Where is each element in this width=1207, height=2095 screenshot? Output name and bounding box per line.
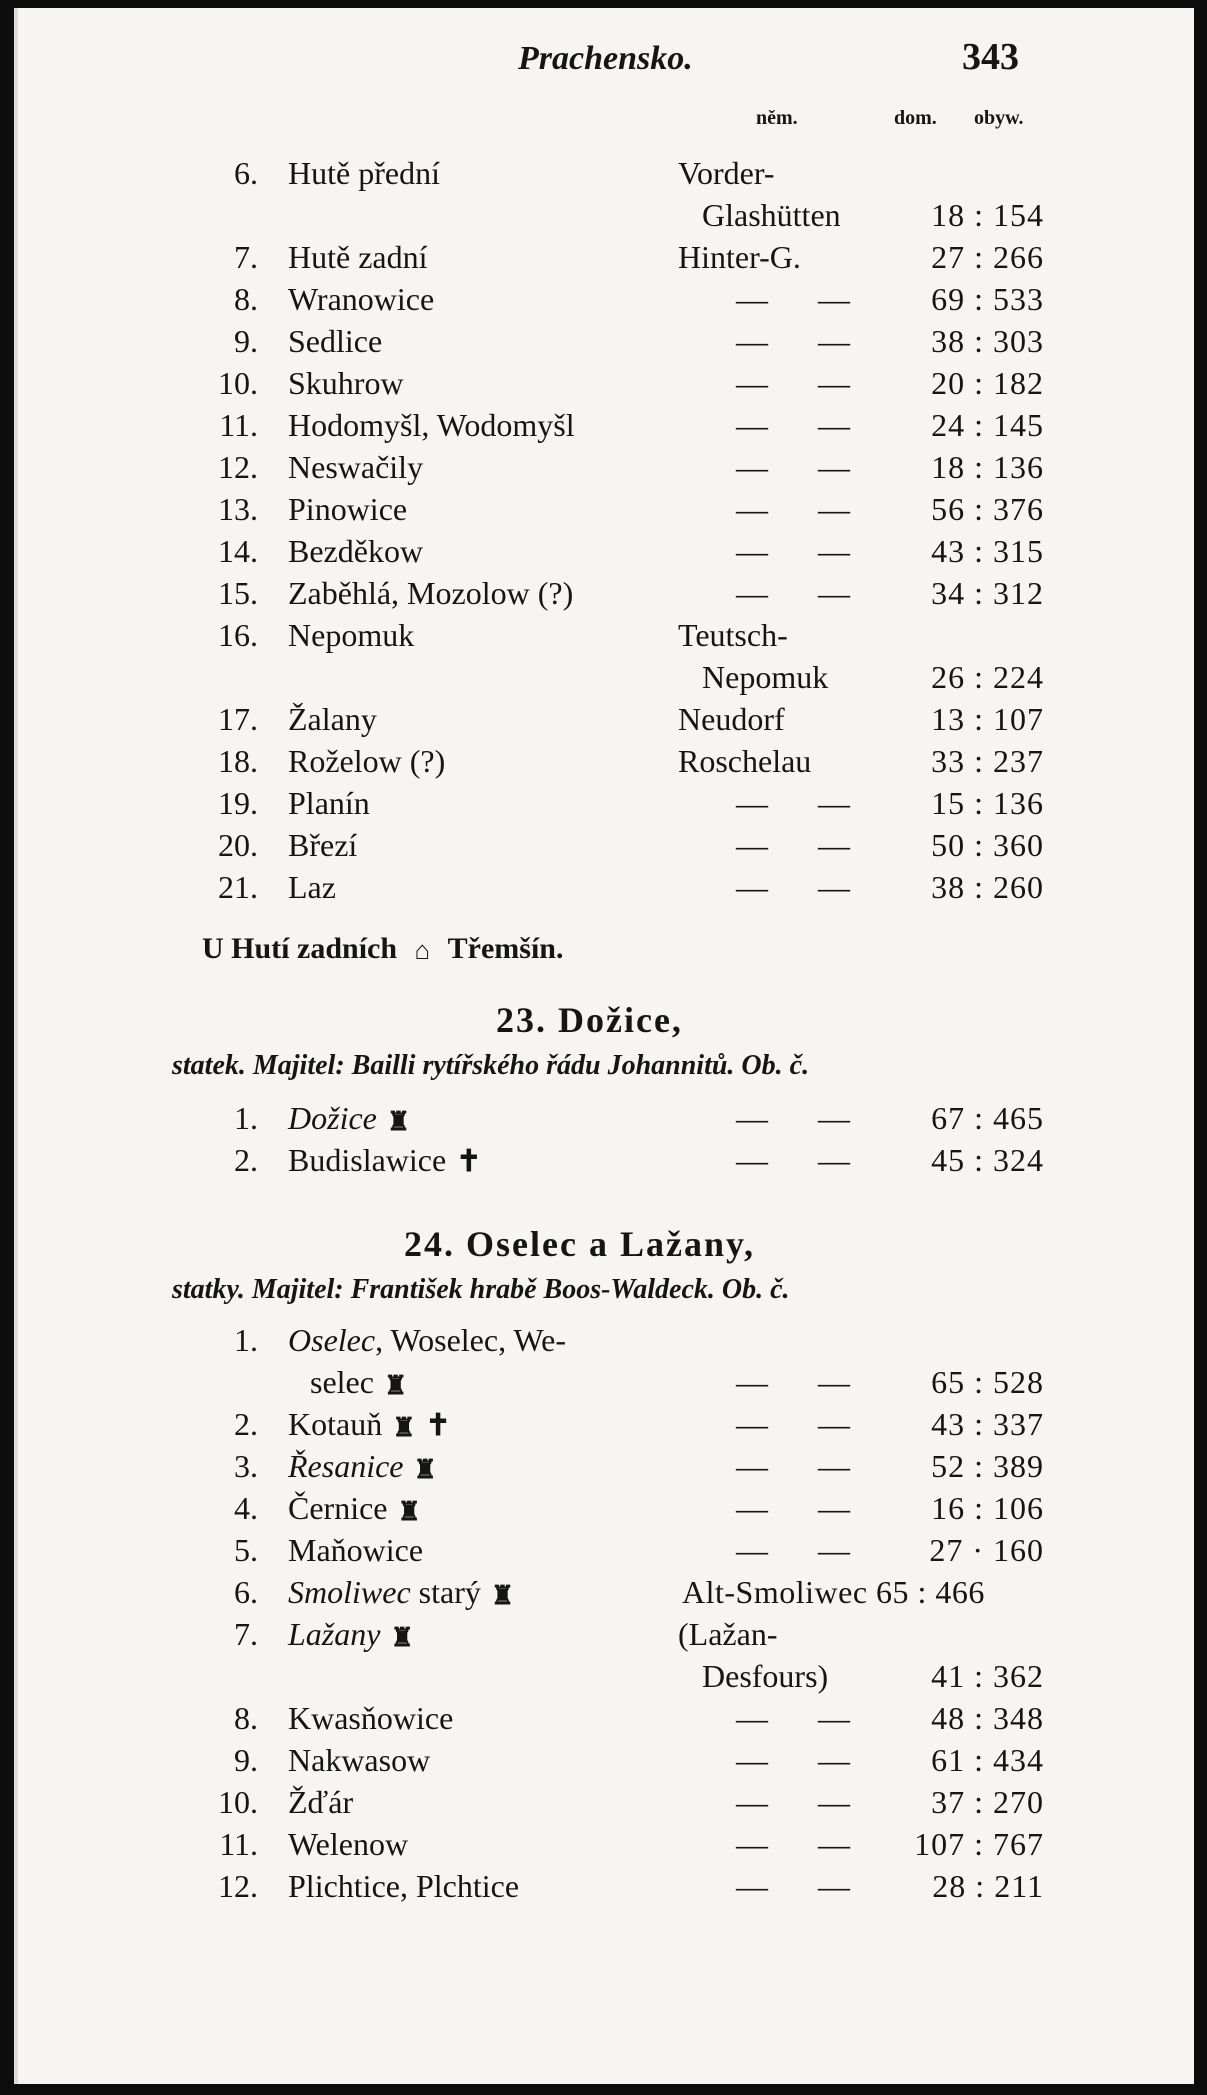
table-row bbox=[18, 405, 1194, 445]
houses-population: 27 : 266 bbox=[931, 239, 1044, 275]
note-line bbox=[202, 934, 563, 964]
section-owner: statek. Majitel: Bailli rytířského řádu Johannitů. Ob. č. bbox=[172, 1050, 810, 1081]
ditto-dash: — bbox=[736, 1142, 768, 1178]
table-row bbox=[18, 531, 1194, 571]
place-name: Roželow (?) bbox=[288, 743, 446, 779]
running-head-title: Prachensko. bbox=[518, 40, 693, 77]
castle-icon: ♜ bbox=[397, 1496, 421, 1526]
houses-population: 38 : 260 bbox=[931, 869, 1044, 905]
houses-population: 20 : 182 bbox=[931, 365, 1044, 401]
ditto-dash: — bbox=[736, 1868, 768, 1904]
row-number: 13. bbox=[218, 491, 258, 527]
place-name-text: , Woselec, We- bbox=[375, 1322, 566, 1358]
houses-population: 18 : 154 bbox=[931, 197, 1044, 233]
ditto-dash: — bbox=[818, 1406, 850, 1442]
table-row bbox=[18, 1572, 1194, 1612]
row-number: 2. bbox=[234, 1142, 258, 1178]
place-name-cont bbox=[310, 1362, 407, 1406]
place-name bbox=[288, 1404, 451, 1448]
section-owner: statky. Majitel: František hrabě Boos-Waldeck. Ob. č. bbox=[172, 1274, 790, 1305]
ditto-dash: — bbox=[736, 785, 768, 821]
houses-population: 43 : 337 bbox=[931, 1406, 1044, 1442]
houses-population: 13 : 107 bbox=[931, 701, 1044, 737]
place-name bbox=[288, 1320, 566, 1360]
table-row bbox=[18, 447, 1194, 487]
german-name: Neudorf bbox=[678, 701, 785, 737]
table-row bbox=[18, 237, 1194, 277]
houses-population: 65 : 528 bbox=[931, 1364, 1044, 1400]
row-number: 4. bbox=[234, 1490, 258, 1526]
ditto-dash: — bbox=[818, 407, 850, 443]
row-number: 16. bbox=[218, 617, 258, 653]
german-name-cont: Glashütten bbox=[702, 197, 841, 233]
houses-population: 18 : 136 bbox=[931, 449, 1044, 485]
ditto-dash: — bbox=[818, 1490, 850, 1526]
row-number: 11. bbox=[219, 1826, 258, 1862]
table-row bbox=[18, 615, 1194, 655]
place-name bbox=[288, 1098, 410, 1142]
ditto-dash: — bbox=[736, 1532, 768, 1568]
table-row-continuation bbox=[18, 1656, 1194, 1696]
table-row bbox=[18, 279, 1194, 319]
place-name: Planín bbox=[288, 785, 370, 821]
ditto-dash: — bbox=[736, 827, 768, 863]
place-name-text: starý bbox=[410, 1574, 481, 1610]
ditto-dash: — bbox=[818, 1868, 850, 1904]
houses-population: 48 : 348 bbox=[931, 1700, 1044, 1736]
german-name: Roschelau bbox=[678, 743, 812, 779]
houses-population: 24 : 145 bbox=[931, 407, 1044, 443]
place-name: Neswačily bbox=[288, 449, 424, 485]
place-name: Maňowice bbox=[288, 1532, 424, 1568]
place-name-text: Kotauň bbox=[288, 1406, 383, 1442]
ditto-dash: — bbox=[736, 1448, 768, 1484]
row-number: 8. bbox=[234, 1700, 258, 1736]
houses-population: 27 · 160 bbox=[929, 1532, 1044, 1568]
houses-population: 28 : 211 bbox=[932, 1868, 1044, 1904]
row-number: 6. bbox=[234, 1574, 258, 1610]
place-name: Welenow bbox=[288, 1826, 409, 1862]
houses-population: 50 : 360 bbox=[931, 827, 1044, 863]
place-name: Plichtice, Plchtice bbox=[288, 1868, 520, 1904]
row-number: 12. bbox=[218, 1868, 258, 1904]
row-number: 6. bbox=[234, 155, 258, 191]
place-name: Laz bbox=[288, 869, 336, 905]
row-number: 15. bbox=[218, 575, 258, 611]
church-cross-icon: ✝ bbox=[456, 1145, 482, 1178]
manor-icon: ⌂ bbox=[414, 936, 431, 966]
houses-population: 33 : 237 bbox=[931, 743, 1044, 779]
ditto-dash: — bbox=[818, 365, 850, 401]
place-name-italic: Smoliwec bbox=[288, 1574, 411, 1610]
place-name bbox=[288, 1446, 437, 1490]
place-name bbox=[288, 1572, 514, 1616]
ditto-dash: — bbox=[736, 281, 768, 317]
row-number: 21. bbox=[218, 869, 258, 905]
row-number: 7. bbox=[234, 1616, 258, 1652]
place-name: Hutě přední bbox=[288, 155, 440, 191]
place-name: Sedlice bbox=[288, 323, 383, 359]
houses-population: 45 : 324 bbox=[931, 1142, 1044, 1178]
ditto-dash: — bbox=[818, 281, 850, 317]
place-name-italic: Řesanice bbox=[288, 1448, 404, 1484]
houses-population: 15 : 136 bbox=[931, 785, 1044, 821]
place-name: Pinowice bbox=[288, 491, 408, 527]
ditto-dash: — bbox=[818, 575, 850, 611]
place-name bbox=[288, 1140, 481, 1182]
place-name: Žďár bbox=[288, 1784, 354, 1820]
column-header-inhabitants: obyw. bbox=[974, 107, 1024, 129]
table-row bbox=[18, 1446, 1194, 1486]
place-name-italic: Lažany bbox=[288, 1616, 381, 1652]
place-name-text: Černice bbox=[288, 1490, 388, 1526]
ditto-dash: — bbox=[818, 323, 850, 359]
ditto-dash: — bbox=[818, 1532, 850, 1568]
row-number: 10. bbox=[218, 1784, 258, 1820]
table-row bbox=[18, 825, 1194, 865]
houses-population: 16 : 106 bbox=[931, 1490, 1044, 1526]
ditto-dash: — bbox=[818, 1142, 850, 1178]
place-name: Skuhrow bbox=[288, 365, 404, 401]
ditto-dash: — bbox=[818, 827, 850, 863]
table-row bbox=[18, 867, 1194, 907]
table-row bbox=[18, 153, 1194, 193]
ditto-dash: — bbox=[818, 533, 850, 569]
ditto-dash: — bbox=[736, 575, 768, 611]
table-row bbox=[18, 1614, 1194, 1654]
row-number: 12. bbox=[218, 449, 258, 485]
section-heading: 24. Oselec a Lažany, bbox=[404, 1224, 755, 1264]
table-row bbox=[18, 321, 1194, 361]
row-number: 9. bbox=[234, 323, 258, 359]
table-row-continuation bbox=[18, 1362, 1194, 1402]
church-cross-icon: ✝ bbox=[425, 1409, 451, 1442]
ditto-dash: — bbox=[736, 1700, 768, 1736]
place-name: Zaběhlá, Mozolow (?) bbox=[288, 575, 574, 611]
place-name: Bezděkow bbox=[288, 533, 424, 569]
ditto-dash: — bbox=[818, 1364, 850, 1400]
row-number: 19. bbox=[218, 785, 258, 821]
column-header-german: něm. bbox=[756, 107, 798, 129]
castle-icon: ♜ bbox=[390, 1622, 414, 1652]
houses-population: 34 : 312 bbox=[931, 575, 1044, 611]
houses-population: 61 : 434 bbox=[931, 1742, 1044, 1778]
houses-population: 107 : 767 bbox=[914, 1826, 1044, 1862]
ditto-dash: — bbox=[818, 869, 850, 905]
german-name-and-population: Alt-Smoliwec 65 : 466 bbox=[682, 1574, 985, 1610]
houses-population: 56 : 376 bbox=[931, 491, 1044, 527]
row-number: 10. bbox=[218, 365, 258, 401]
table-row bbox=[18, 1782, 1194, 1822]
row-number: 8. bbox=[234, 281, 258, 317]
ditto-dash: — bbox=[736, 407, 768, 443]
houses-population: 38 : 303 bbox=[931, 323, 1044, 359]
page-number: 343 bbox=[962, 36, 1019, 78]
place-name: Březí bbox=[288, 827, 358, 863]
ditto-dash: — bbox=[818, 1742, 850, 1778]
place-name-text: selec bbox=[310, 1364, 374, 1400]
houses-population: 26 : 224 bbox=[931, 659, 1044, 695]
table-row bbox=[18, 1320, 1194, 1360]
houses-population: 52 : 389 bbox=[931, 1448, 1044, 1484]
german-name: Teutsch- bbox=[678, 617, 788, 653]
row-number: 3. bbox=[234, 1448, 258, 1484]
place-name bbox=[288, 1488, 421, 1532]
german-name-cont: Desfours) bbox=[702, 1658, 829, 1694]
table-row bbox=[18, 1140, 1194, 1180]
ditto-dash: — bbox=[818, 1826, 850, 1862]
ditto-dash: — bbox=[818, 491, 850, 527]
table-row bbox=[18, 1866, 1194, 1906]
houses-population: 37 : 270 bbox=[931, 1784, 1044, 1820]
place-name bbox=[288, 1614, 414, 1658]
table-row-continuation bbox=[18, 657, 1194, 697]
ditto-dash: — bbox=[736, 365, 768, 401]
ditto-dash: — bbox=[736, 1100, 768, 1136]
note-text: U Hutí zadních bbox=[202, 932, 398, 965]
section-heading: 23. Dožice, bbox=[496, 1000, 683, 1040]
castle-icon: ♜ bbox=[386, 1106, 411, 1136]
ditto-dash: — bbox=[736, 1784, 768, 1820]
table-row bbox=[18, 1404, 1194, 1444]
table-row-continuation bbox=[18, 195, 1194, 235]
ditto-dash: — bbox=[818, 785, 850, 821]
table-row bbox=[18, 363, 1194, 403]
ditto-dash: — bbox=[736, 1490, 768, 1526]
row-number: 1. bbox=[234, 1100, 258, 1136]
table-row bbox=[18, 741, 1194, 781]
row-number: 7. bbox=[234, 239, 258, 275]
table-row bbox=[18, 1740, 1194, 1780]
houses-population: 67 : 465 bbox=[931, 1100, 1044, 1136]
ditto-dash: — bbox=[736, 491, 768, 527]
place-name: Kwasňowice bbox=[288, 1700, 454, 1736]
place-name: Hodomyšl, Wodomyšl bbox=[288, 407, 575, 443]
column-header-houses: dom. bbox=[894, 107, 937, 129]
ditto-dash: — bbox=[736, 1364, 768, 1400]
table-row bbox=[18, 1530, 1194, 1570]
row-number: 17. bbox=[218, 701, 258, 737]
row-number: 5. bbox=[234, 1532, 258, 1568]
houses-population: 69 : 533 bbox=[931, 281, 1044, 317]
ditto-dash: — bbox=[736, 1826, 768, 1862]
ditto-dash: — bbox=[736, 1742, 768, 1778]
table-row bbox=[18, 699, 1194, 739]
castle-icon: ♜ bbox=[413, 1454, 437, 1484]
ditto-dash: — bbox=[818, 1784, 850, 1820]
ditto-dash: — bbox=[736, 533, 768, 569]
ditto-dash: — bbox=[818, 1700, 850, 1736]
german-name-cont: Nepomuk bbox=[702, 659, 829, 695]
ditto-dash: — bbox=[736, 449, 768, 485]
row-number: 20. bbox=[218, 827, 258, 863]
place-name: Nakwasow bbox=[288, 1742, 431, 1778]
table-row bbox=[18, 489, 1194, 529]
houses-population: 41 : 362 bbox=[931, 1658, 1044, 1694]
castle-icon: ♜ bbox=[392, 1412, 416, 1442]
book-page bbox=[14, 8, 1194, 2084]
table-row bbox=[18, 1824, 1194, 1864]
row-number: 11. bbox=[219, 407, 258, 443]
row-number: 18. bbox=[218, 743, 258, 779]
ditto-dash: — bbox=[818, 449, 850, 485]
place-name-italic: Oselec bbox=[288, 1322, 376, 1358]
place-name-text: Budislawice bbox=[288, 1142, 447, 1178]
houses-population: 43 : 315 bbox=[931, 533, 1044, 569]
place-name: Žalany bbox=[288, 701, 377, 737]
place-name: Wranowice bbox=[288, 281, 435, 317]
german-name: (Lažan- bbox=[678, 1616, 778, 1652]
table-row bbox=[18, 573, 1194, 613]
table-row bbox=[18, 1698, 1194, 1738]
place-name-italic: Dožice bbox=[288, 1100, 377, 1136]
row-number: 1. bbox=[234, 1322, 258, 1358]
ditto-dash: — bbox=[736, 323, 768, 359]
table-row bbox=[18, 783, 1194, 823]
row-number: 9. bbox=[234, 1742, 258, 1778]
row-number: 14. bbox=[218, 533, 258, 569]
ditto-dash: — bbox=[736, 1406, 768, 1442]
german-name: Vorder- bbox=[678, 155, 775, 191]
ditto-dash: — bbox=[818, 1448, 850, 1484]
note-text: Třemšín. bbox=[447, 932, 564, 965]
table-row bbox=[18, 1098, 1194, 1138]
place-name: Hutě zadní bbox=[288, 239, 428, 275]
ditto-dash: — bbox=[736, 869, 768, 905]
castle-icon: ♜ bbox=[383, 1370, 408, 1400]
german-name: Hinter-G. bbox=[678, 239, 801, 275]
place-name: Nepomuk bbox=[288, 617, 415, 653]
row-number: 2. bbox=[234, 1406, 258, 1442]
table-row bbox=[18, 1488, 1194, 1528]
ditto-dash: — bbox=[818, 1100, 850, 1136]
castle-icon: ♜ bbox=[490, 1580, 515, 1610]
